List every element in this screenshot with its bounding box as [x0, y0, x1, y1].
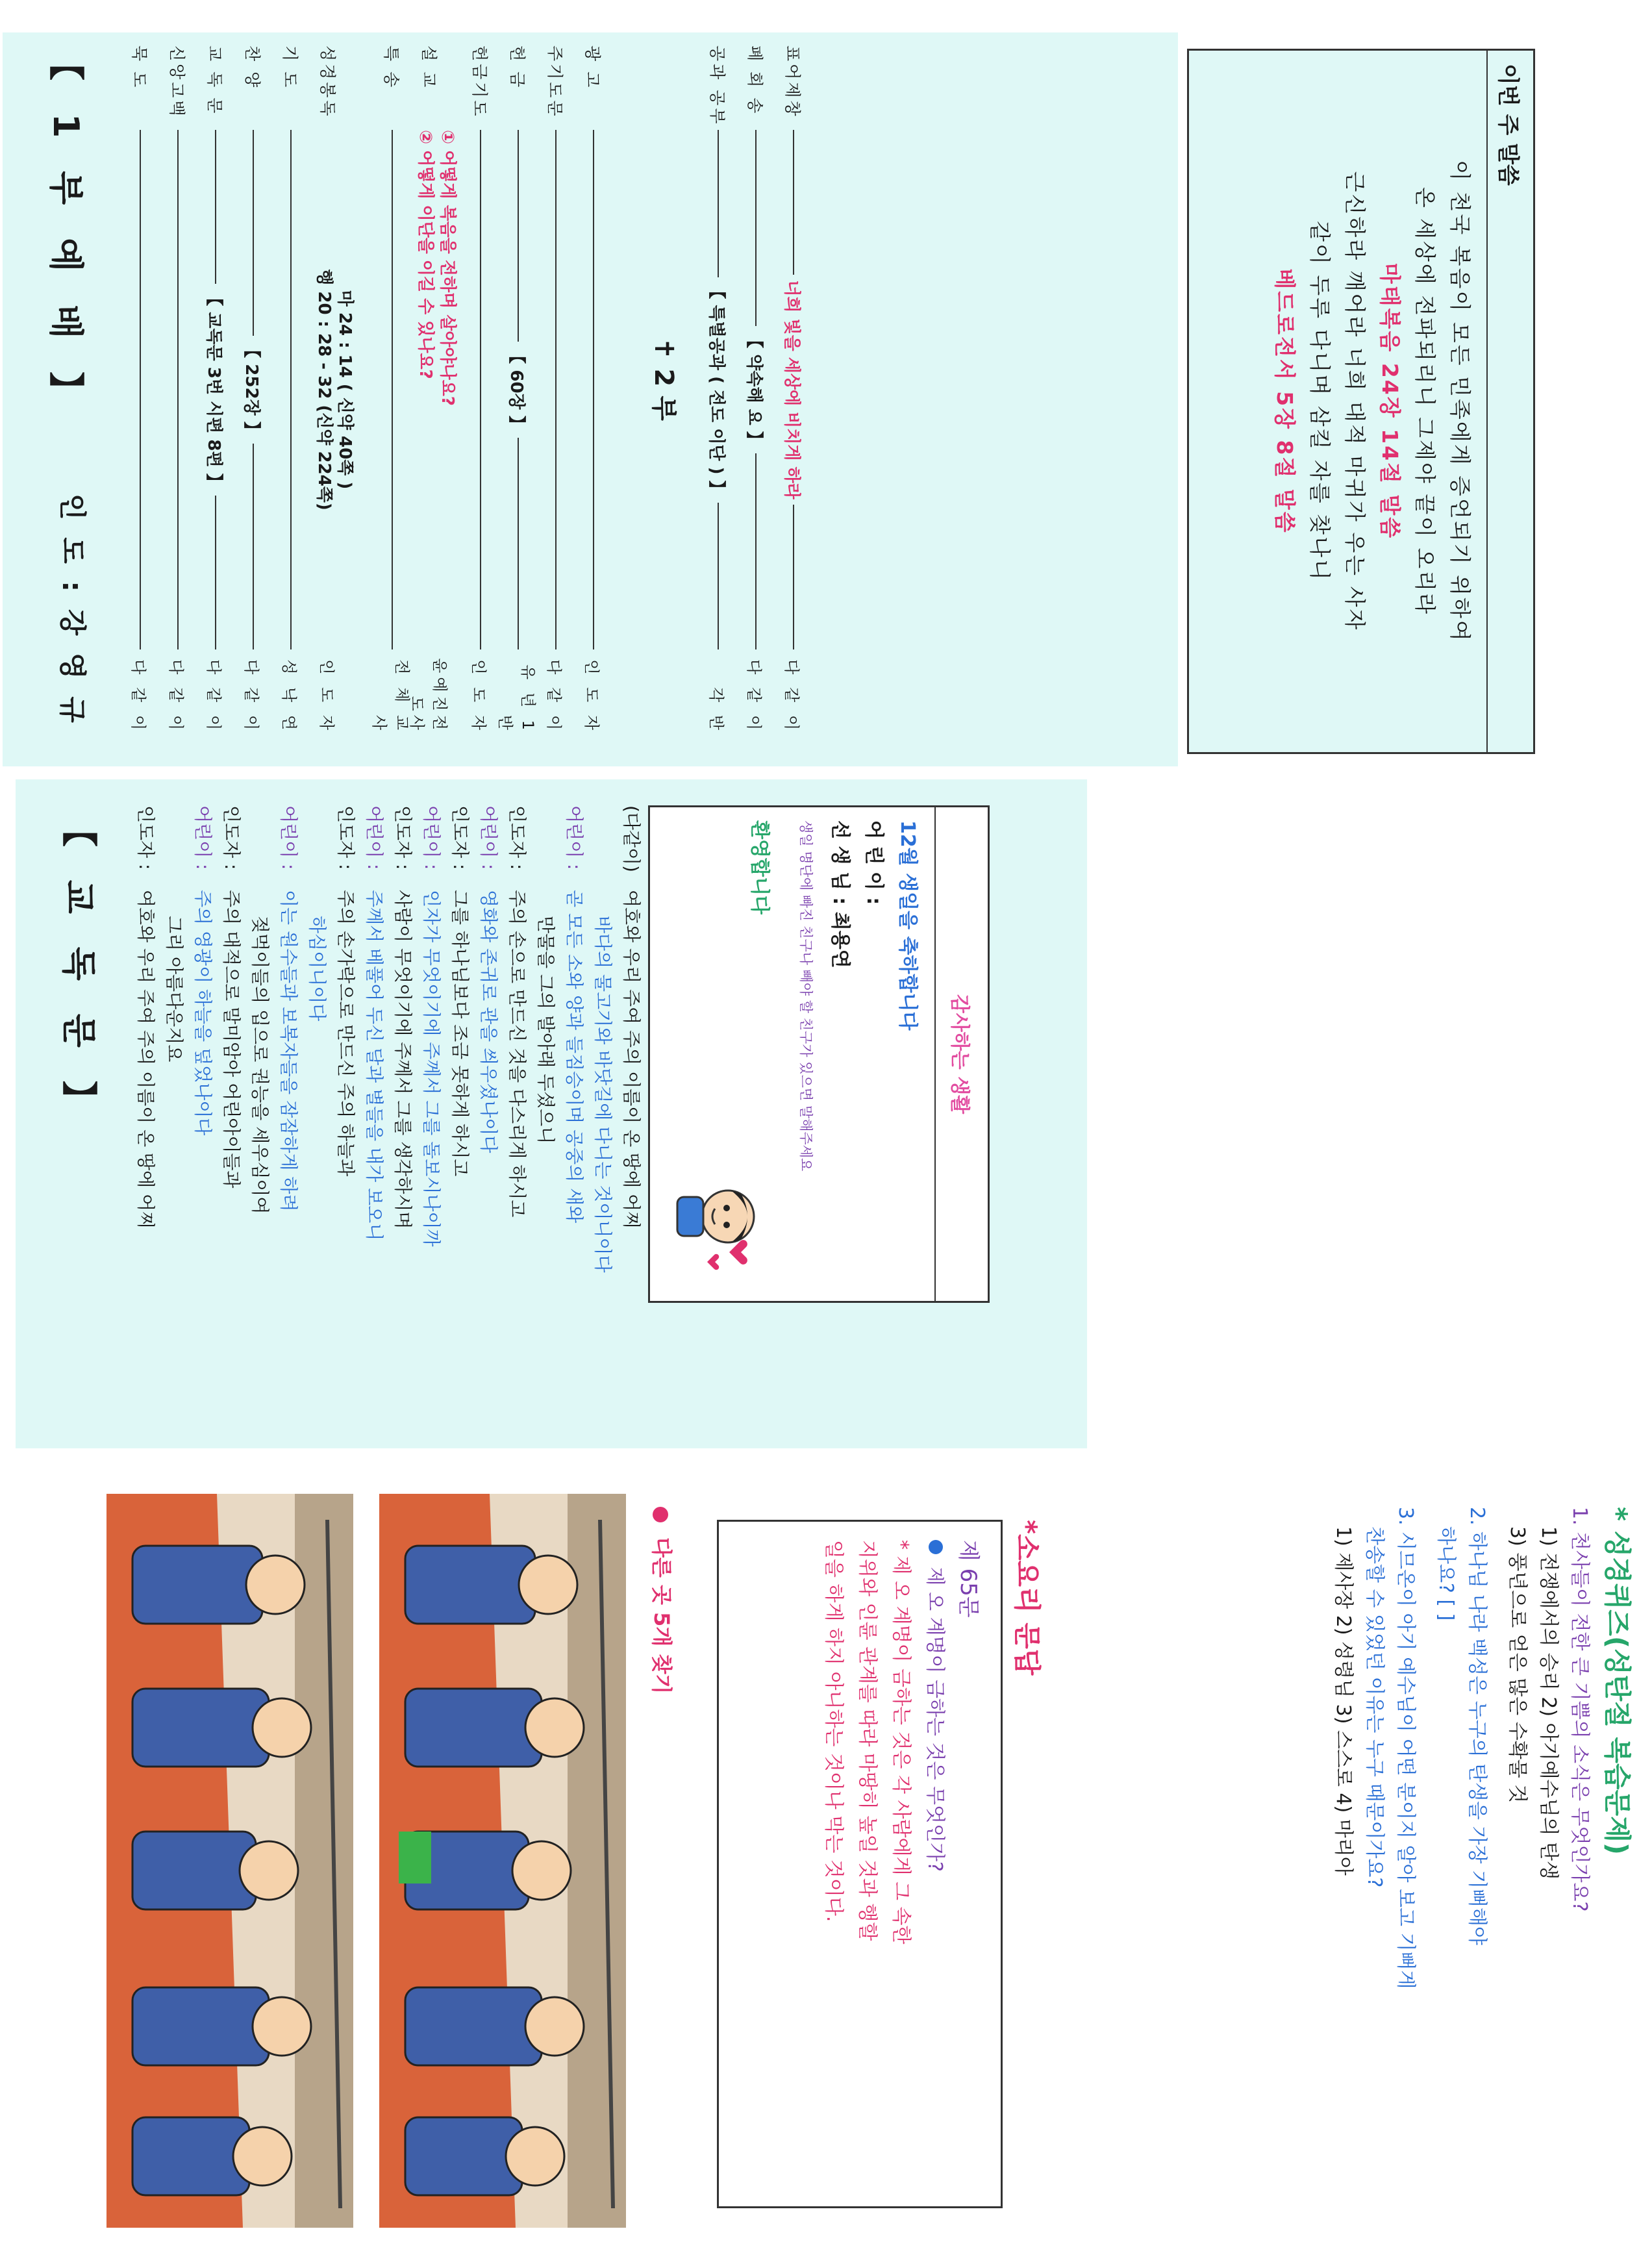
- order-item: 【 252장 】: [242, 341, 262, 438]
- catechism-title: *소요리 문답: [1011, 1520, 1043, 1676]
- spot-difference-image-bottom: [106, 1494, 353, 2228]
- scripture-ref-1: 마 24 : 14 ( 신약 40쪽 ): [335, 290, 355, 490]
- order-line: [290, 130, 292, 649]
- order-row: [700, 45, 736, 734]
- line-text: 주의 대적으로 말미암아 어린아이들과: [221, 890, 242, 1189]
- order-person: 다 같 이: [545, 659, 564, 734]
- responsive-line: [561, 805, 587, 1223]
- responsive-line: [161, 805, 187, 1062]
- order-line: [518, 130, 519, 342]
- responsive-line: [361, 805, 387, 1241]
- quiz-q1-options-2: 3) 풍년으로 얻은 많은 수확물 것: [1506, 1526, 1529, 1804]
- order-line: [392, 130, 393, 649]
- order-line: [718, 130, 719, 277]
- line-text: 주의 손가락으로 만드신 주의 하늘과: [335, 890, 357, 1177]
- quiz-title: * 성경퀴즈(성탄절 복습문제): [1601, 1507, 1633, 1855]
- responsive-line: [504, 805, 530, 1217]
- line-text: 만물을 그의 발아래 두셨으니: [535, 916, 557, 1144]
- order-label: 광 고: [583, 45, 602, 90]
- order-line: [140, 130, 141, 649]
- verse-reference: 마태복음 24장 14절 말씀: [1377, 262, 1403, 540]
- worship-leader: 인 도 : 강 영 규: [56, 494, 88, 727]
- responsive-line: [132, 805, 158, 1229]
- order-label: 폐 회 송: [745, 45, 764, 116]
- order-person: 각 반: [707, 687, 726, 735]
- line-text: 하심이니이다: [307, 916, 328, 1022]
- order-person: 다 같 이: [205, 659, 223, 735]
- order-label: 헌금기도: [470, 45, 489, 119]
- order-line: [215, 130, 216, 284]
- order-row: [538, 45, 574, 734]
- quiz-q3: 3. 시므온이 아기 예수님이 어떤 분이지 알아 보고 기뻐게: [1394, 1507, 1417, 1989]
- order-line: [480, 130, 481, 649]
- responsive-line: [618, 805, 644, 1229]
- line-text: 바다의 물고기와 바닷길에 다니는 것이니이다: [592, 916, 614, 1273]
- order-label: 주기도문: [545, 45, 564, 119]
- line-text: 곧 모든 소와 양과 들짐승이며 공중의 새와: [564, 890, 585, 1224]
- worship-title: 【 1 부 예 배 】: [45, 45, 86, 418]
- responsive-line: [218, 805, 244, 1188]
- responsive-line: [332, 805, 358, 1176]
- order-label: 설 교: [419, 45, 438, 90]
- spot-difference-caption: [648, 1507, 678, 1694]
- order-line: [718, 503, 719, 650]
- speaker: 인도자 :: [449, 805, 471, 870]
- bullet-dot-icon: [653, 1507, 668, 1522]
- line-text: 영화와 존귀로 관을 씌우셨나이다: [478, 890, 499, 1153]
- birthday-teacher: [823, 807, 857, 1301]
- verse-line: 같이 두루 다니며 삼킬 자를 찾나니: [1307, 221, 1333, 582]
- order-label: 특 송: [382, 45, 401, 90]
- sermon-titles: [414, 130, 458, 649]
- order-label: 표어제창: [783, 45, 802, 119]
- speaker: 어린이 :: [364, 805, 385, 870]
- order-person: 전 체 교 사: [370, 659, 411, 734]
- order-person: 유 년 1 반: [496, 664, 537, 734]
- verse-line: 온 세상에 전파되리니 그제야 끝이 오리라: [1412, 186, 1438, 616]
- order-person: 인 도 자: [469, 659, 488, 734]
- line-text: 주께서 베풀어 두신 달과 별들을 내가 보오니: [364, 890, 385, 1241]
- order-row: [370, 45, 411, 734]
- speaker: 인도자 :: [221, 805, 242, 870]
- line-text: 인자가 무엇이기에 주께서 그를 돌보시나이까: [421, 890, 442, 1247]
- order-person: 다 같 이: [242, 659, 261, 734]
- order-row: [496, 45, 537, 734]
- responsive-line: [190, 805, 216, 1135]
- bullet-dot-icon: [929, 1540, 943, 1554]
- spot-difference-image-top: [379, 1494, 626, 2228]
- responsive-line: [275, 805, 301, 1211]
- spot-caption-text: 다른 곳 5개 찾기: [649, 1537, 674, 1694]
- soldiers-scene-illustration: [379, 1494, 626, 2228]
- order-row: [273, 45, 309, 734]
- line-text: 사람이 무엇이기에 주께서 그를 생각하시며: [392, 890, 414, 1229]
- catechism-answer: 지위와 인륜 관계를 따라 마땅히 높일 것과 행할: [856, 1540, 879, 1941]
- quiz-q3-options: 1) 제사장 2) 성령님 3) 스스로 4) 마리아: [1332, 1526, 1355, 1876]
- speaker: 인도자 :: [335, 805, 357, 870]
- verse-reference: 베드로전서 5장 8절 말씀: [1272, 268, 1297, 535]
- catechism-question: 제 오 계명이 금하는 것은 무엇인가?: [923, 1567, 946, 1872]
- birthday-note: 생일 명단에 빠진 친구나 빼야 할 친구가 있으면 말해주세요: [798, 820, 814, 1172]
- responsive-line: [532, 805, 558, 1144]
- order-label: 찬 양: [243, 45, 262, 90]
- speaker: 어린이 :: [192, 805, 214, 870]
- order-row: [235, 45, 271, 734]
- order-row: [122, 45, 158, 734]
- order-person: 다 같 이: [167, 659, 186, 734]
- order-row: [575, 45, 612, 734]
- speaker: (다같이): [621, 805, 642, 872]
- order-item: 【 교독문 3번 시편 8편 】: [204, 289, 224, 490]
- catechism-number: 제 65문: [955, 1540, 981, 1618]
- catechism-question-row: [918, 1540, 951, 2188]
- birthday-title: 감사하는 생활: [934, 807, 988, 1301]
- verse-line: 이 천국 복음이 모든 민족에게 증언되기 위하여: [1447, 160, 1473, 643]
- order-label: 공과 공부: [708, 45, 727, 127]
- order-label: 성경봉독: [318, 45, 337, 119]
- kids-label: 어 린 이 :: [862, 820, 885, 905]
- sermon-title-1: ① 어떻게 복음을 전하며 살아야나요?: [438, 130, 457, 406]
- catechism-answer: 일을 하게 하지 아니하는 것이나 막는 것이다.: [822, 1540, 845, 1922]
- order-person: 다 같 이: [782, 659, 801, 735]
- order-line: [755, 453, 757, 649]
- kid-character-icon: [670, 1171, 767, 1281]
- quiz-q1-options: 1) 전쟁에서의 승리 2) 아기예수님의 탄생: [1537, 1526, 1560, 1880]
- birthday-kids: [857, 807, 890, 1301]
- order-row: [197, 45, 234, 734]
- order-person: 성 낙 연: [280, 659, 299, 734]
- speaker: 인도자 :: [135, 805, 156, 870]
- responsive-line: [475, 805, 501, 1153]
- order-line: [215, 496, 216, 649]
- weekly-verse-box: [1187, 49, 1535, 754]
- order-label: 묵 도: [130, 45, 149, 90]
- line-text: 그리 아름다운지요: [164, 916, 185, 1063]
- line-text: 주의 손으로 만드신 것을 다스리게 하시고: [507, 890, 528, 1218]
- order-line: [793, 130, 794, 275]
- speaker: 인도자 :: [392, 805, 414, 870]
- order-line: [253, 444, 254, 649]
- quiz-q2: 2. 하나님 나라 백성은 누구의 탄생을 가장 기뻐해야: [1466, 1507, 1488, 1945]
- line-text: 여호와 우리 주여 주의 이름이 온 땅에 어찌: [135, 890, 156, 1229]
- order-line: [793, 505, 794, 649]
- order-row: [738, 45, 774, 734]
- quiz-q3-line2: 찬송할 수 있었던 이유는 누구 때문이가요?: [1363, 1526, 1386, 1888]
- order-label: 신앙고백: [168, 45, 186, 119]
- scripture-reading: [314, 130, 355, 649]
- catechism-answer: * 제 오 계명이 금하는 것은 각 사람에게 그 속한: [890, 1540, 912, 1945]
- order-person: 다 같 이: [129, 659, 148, 734]
- order-row: [775, 45, 812, 734]
- weekly-verse-heading: 이번 주 말씀: [1486, 51, 1533, 752]
- bible-quiz: [1327, 1507, 1633, 2221]
- birthday-congrats: 12월 생일을 축하합니다: [896, 820, 919, 1031]
- order-line: [518, 438, 519, 649]
- order-row: [310, 45, 355, 734]
- soldiers-scene-illustration: [106, 1494, 353, 2228]
- birthday-box: [648, 805, 990, 1303]
- order-item: 【 특별공과 ( 전도 이단 ) 】: [707, 282, 727, 498]
- line-text: 그를 하나님보다 조금 못하게 하시고: [449, 890, 471, 1177]
- line-text: 주의 영광이 하늘을 덮었나이다: [192, 890, 214, 1136]
- speaker: 어린이 :: [421, 805, 442, 870]
- order-row: [408, 45, 457, 734]
- verse-line: 근신하라 깨어라 너희 대적 마귀가 우는 사자: [1342, 171, 1368, 632]
- speaker: 어린이 :: [278, 805, 299, 870]
- line-text: 이는 원수들과 보복자들을 잠잠하게 하려: [278, 890, 299, 1212]
- order-label: 교 독 문: [205, 45, 224, 116]
- speaker: 어린이 :: [478, 805, 499, 870]
- responsive-line: [247, 805, 273, 1214]
- order-person: 인 도 자: [582, 659, 601, 734]
- order-row: [462, 45, 499, 734]
- order-item: 너희 빛을 세상에 비치게 하라: [782, 280, 802, 499]
- order-item: 【 약속해 요 】: [744, 331, 764, 448]
- order-line: [177, 130, 179, 649]
- teacher-label: 선 생 님 :: [829, 820, 851, 905]
- speaker: 어린이 :: [564, 805, 585, 870]
- order-person: 윤예진전도사: [408, 658, 449, 734]
- order-line: [555, 130, 557, 649]
- sermon-title-2: ② 어떻게 이단을 이길 수 있나요?: [416, 130, 435, 379]
- part2-label: ✝ 2 부: [649, 338, 679, 421]
- catechism-box: [717, 1520, 1003, 2208]
- order-line: [755, 130, 757, 326]
- order-line: [593, 130, 594, 649]
- quiz-q1: 1. 천사들이 전한 큰 기쁨의 소식은 무엇인가요?: [1568, 1507, 1591, 1912]
- responsive-line: [590, 805, 616, 1273]
- order-person: 인 도 자: [318, 659, 336, 734]
- order-line: [253, 130, 254, 336]
- welcome-text: 환영합니다: [748, 820, 771, 914]
- responsive-line: [390, 805, 416, 1229]
- order-row: [160, 45, 196, 734]
- responsive-title: 【 교 독 문 】: [58, 812, 99, 1126]
- responsive-line: [304, 805, 330, 1021]
- order-label: 기 도: [281, 45, 299, 90]
- order-item: 【 60장 】: [507, 347, 527, 433]
- responsive-line: [447, 805, 473, 1176]
- quiz-q2-answer-blank: 하나요? [ ]: [1434, 1526, 1457, 1621]
- speaker: 인도자 :: [507, 805, 528, 870]
- line-text: 젖먹이들의 입으로 권능을 세우심이여: [249, 916, 271, 1215]
- order-label: 헌 금: [508, 45, 527, 90]
- responsive-line: [418, 805, 444, 1247]
- order-person: 다 같 이: [745, 659, 764, 734]
- teacher-value: 최용연: [829, 911, 851, 968]
- line-text: 여호와 우리 주여 주의 이름이 온 땅에 어찌: [621, 890, 642, 1229]
- scripture-ref-2: 행 20 : 28 - 32 (신약 224쪽): [314, 269, 334, 510]
